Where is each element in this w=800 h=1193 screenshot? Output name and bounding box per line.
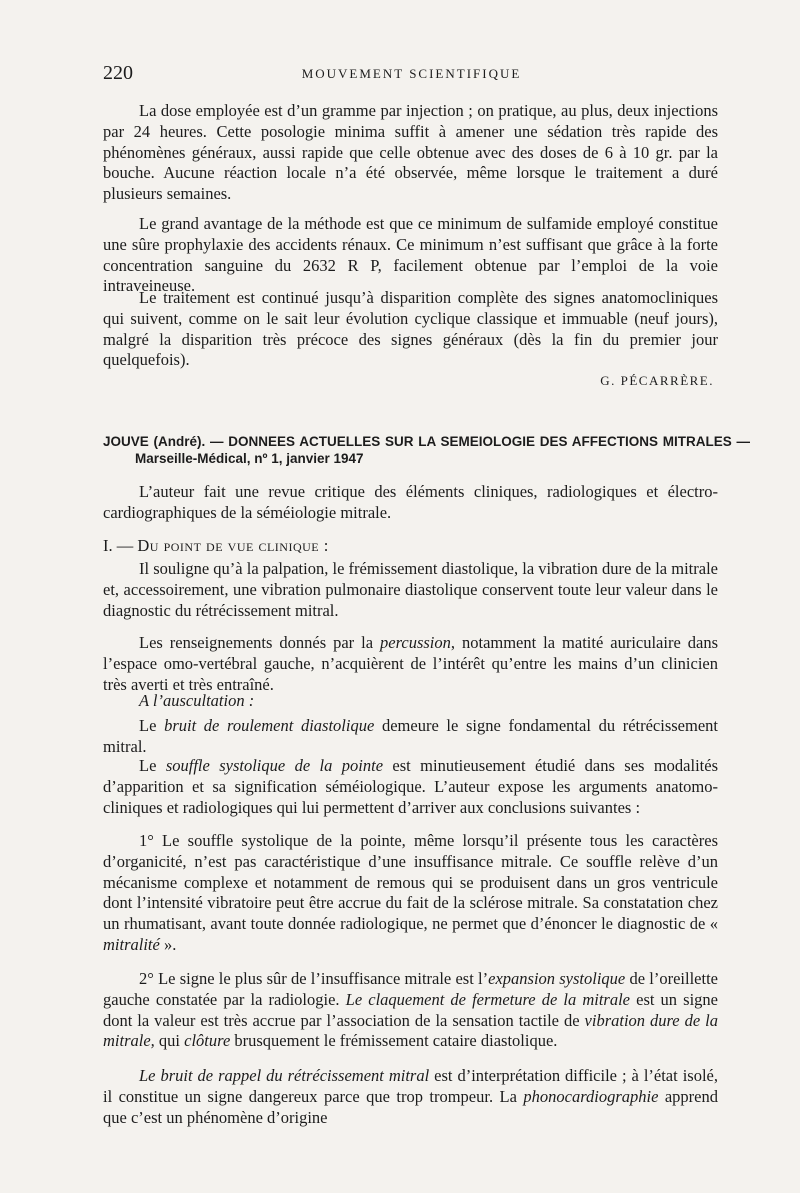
section-number: I. —: [103, 536, 134, 555]
section-heading: [103, 536, 329, 556]
emphasis-roulement: bruit de roulement diastolique: [164, 716, 375, 735]
author-signature: G. PÉCARRÈRE.: [600, 373, 714, 388]
paragraph-souffle: [103, 756, 718, 818]
emphasis-expansion: expansion systolique: [488, 969, 626, 988]
emphasis-percussion: percussion: [380, 633, 451, 652]
text-run: ».: [159, 934, 177, 954]
paragraph-dose: La dose employée est d’un gramme par injection ; on pratique, au plus, deux injections par 24 heures. Cette posologie minima suffit à amener une sédation très rapide des phénomènes généraux, aussi rapide que celle obtenue avec des doses de 6 à 10 gr. par la bouche. Aucune réaction locale n’a été observée, même lorsque le traitement a duré plusieurs semaines.: [103, 101, 718, 204]
subheading-auscultation: A l’auscultation :: [139, 691, 255, 710]
text-run: est minutieusement étudié dans ses modalités d’apparition et sa signification séméiologique. L’auteur expose les arguments anatomo-cliniques et radiologiques qui lui permettent d’arriver aux conclusions suivantes :: [103, 756, 719, 817]
paragraph-percussion: [103, 633, 718, 695]
emphasis-rappel: Le bruit de rappel du rétrécissement mitral: [139, 1066, 430, 1085]
paragraph-rappel: [103, 1066, 718, 1128]
section-title: Du point de vue clinique :: [137, 536, 329, 555]
text-run: qui: [154, 1031, 185, 1051]
emphasis-mitralite: mitralité: [103, 934, 160, 954]
running-head: [103, 62, 720, 86]
paragraph-intro: L’auteur fait une revue critique des éléments cliniques, radiologiques et électro-cardiographiques de la séméiologie mitrale.: [103, 482, 718, 522]
text-run: est d’interprétation difficile ; à l’état isolé, il constitue un signe dangereux parce que trop trompeur. La: [103, 1066, 718, 1106]
paragraph-palpation: Il souligne qu’à la palpation, le frémissement diastolique, la vibration dure de la mitrale et, accessoirement, une vibration pulmonaire diastolique conservent toute leur valeur dans le diagnostic du rétrécissement mitral.: [103, 559, 718, 620]
running-title: MOUVEMENT SCIENTIFIQUE: [301, 66, 522, 81]
auscultation-heading: [103, 691, 718, 712]
paragraph-advantage: Le grand avantage de la méthode est que ce minimum de sulfamide employé constitue une sûre prophylaxie des accidents rénaux. Ce minimum n’est suffisant que grâce à la forte concentration sanguine du 2632 R P, facilement obtenue par l’emploi de la voie intraveineuse.: [103, 214, 718, 296]
text-run: 2° Le signe le plus sûr de l’insuffisance mitrale est l’: [139, 969, 489, 988]
emphasis-claquement: Le claquement de fermeture de la mitrale: [345, 989, 631, 1009]
text-run: Les renseignements donnés par la: [139, 633, 380, 652]
emphasis-souffle: souffle systolique de la pointe: [165, 756, 384, 775]
text-run: demeure le signe fondamental du rétrécissement mitral.: [103, 716, 719, 756]
paragraph-roulement: [103, 716, 718, 758]
page-number: 220: [103, 62, 133, 84]
emphasis-phonocardiographie: phonocardiographie: [523, 1086, 659, 1106]
paragraph-point-1: [103, 831, 718, 956]
text-run: Le: [139, 716, 165, 735]
text-run: Le: [139, 756, 166, 775]
text-run: de l’oreillette gauche constatée par la radiologie.: [103, 969, 718, 1009]
paragraph-treatment: Le traitement est continué jusqu’à disparition complète des signes anatomocliniques qui suivent, comme on le sait leur évolution cyclique classique et immuable (neuf jours), malgré la disparition très précoce des signes généraux (dès la fin du premier jour quelquefois).: [103, 288, 718, 370]
paragraph-point-2: [103, 969, 718, 1052]
emphasis-cloture: clôture: [184, 1031, 231, 1051]
text-run: 1° Le souffle systolique de la pointe, même lorsqu’il présente tous les caractères d’organicité, n’est pas caractéristique d’une insuffisance mitrale. Ce souffle relève d’un mécanisme complexe et notamment de remous qui se produisent dans un gros ventricule dont l’intensité vibratoire peut être accrue du fait de la sclérose mitrale. Sa constatation chez un rhumatisant, avant toute donnée radiologique, ne permet que d’énoncer le diagnostic de «: [103, 831, 718, 934]
text-run: apprend que c’est un phénomène d’origine: [103, 1086, 718, 1127]
text-run: brusquement le frémissement cataire diastolique.: [230, 1031, 558, 1051]
bibliographic-reference: JOUVE (André). — DONNEES ACTUELLES SUR LA SEMEIOLOGIE DES AFFECTIONS MITRALES — Marseille-Médical, nº 1, janvier 1947: [103, 434, 750, 466]
text-run: , notamment la matité auriculaire dans l’espace omo-vertébral gauche, n’acquièrent de l’intérêt qu’entre les mains d’un clinicien très averti et très entraîné.: [103, 633, 718, 694]
text-run: est un signe dont la valeur est très accrue par l’association de la sensation tactile de: [103, 989, 718, 1030]
emphasis-vibration: vibration dure de la mitrale,: [103, 1010, 718, 1051]
